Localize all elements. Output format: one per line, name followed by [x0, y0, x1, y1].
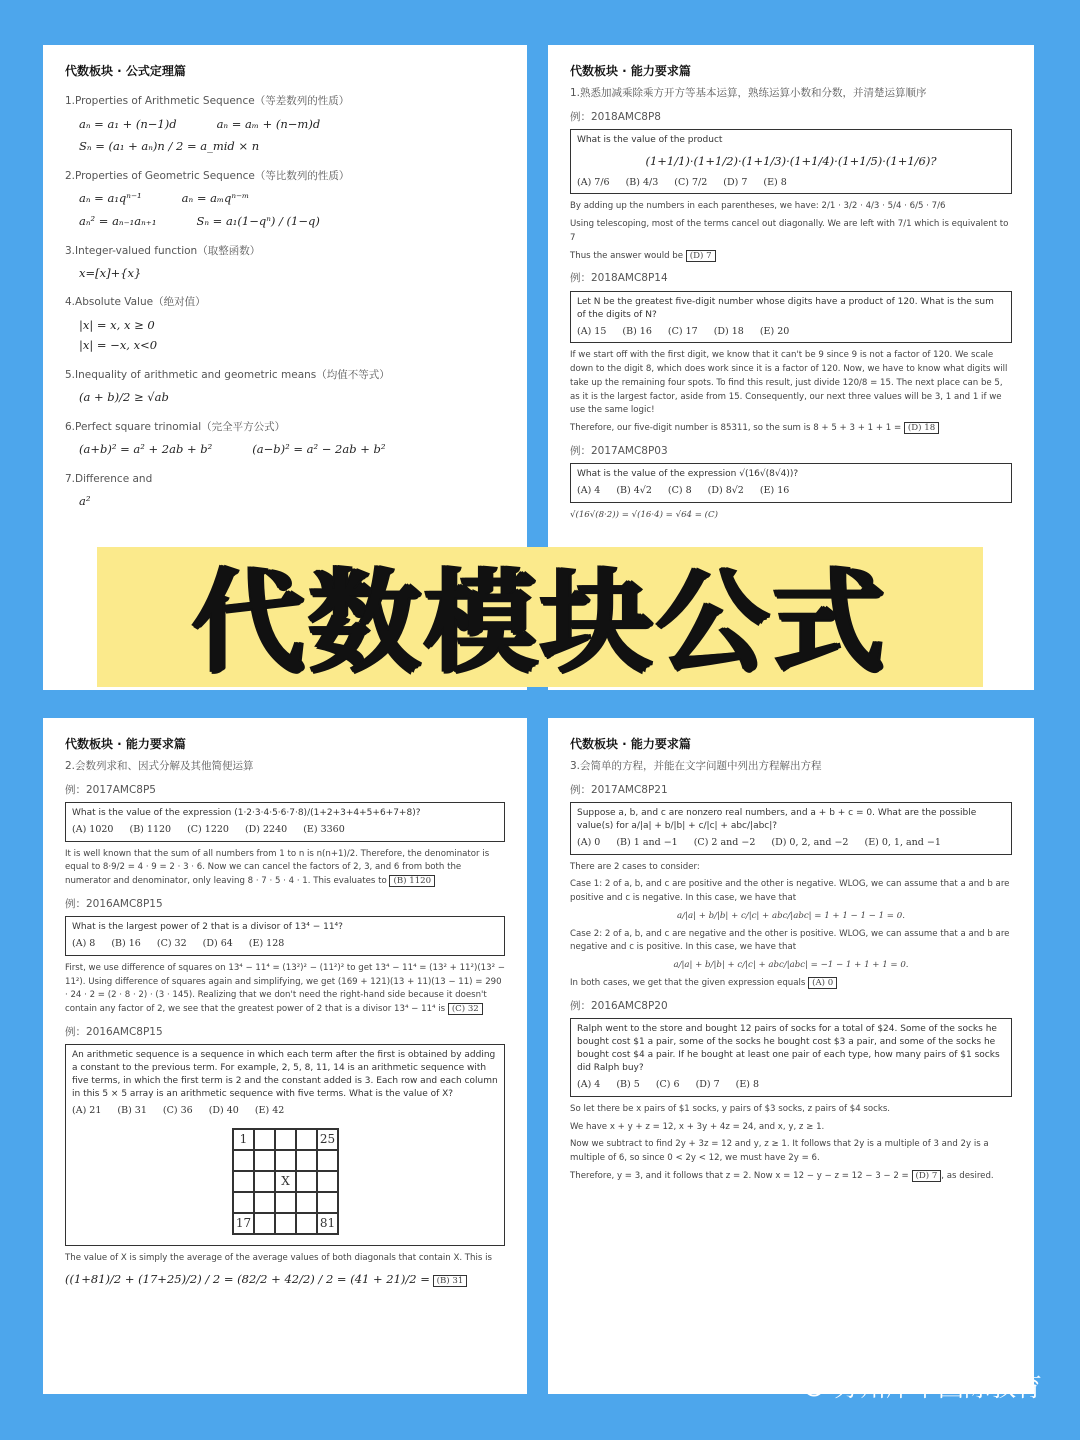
solution-text: So let there be x pairs of $1 socks, y pairs of $3 socks, z pairs of $4 socks.	[570, 1103, 891, 1114]
section-heading: 4.Absolute Value（绝对值）	[65, 296, 206, 309]
solution-text: , as desired.	[941, 1170, 994, 1181]
solution-text: In both cases, we get that the given expression equals	[570, 977, 806, 988]
choice: (E) 16	[759, 485, 790, 497]
grid-cell	[296, 1213, 317, 1234]
example-label: 例：2017AMC8P21	[570, 783, 668, 796]
example-label: 例：2016AMC8P20	[570, 999, 668, 1012]
answer-box: (D) 18	[904, 422, 939, 434]
example-label: 例：2017AMC8P5	[65, 783, 156, 796]
formula: Sₙ = a₁(1−qⁿ) / (1−q)	[196, 213, 320, 228]
grid-cell	[275, 1129, 296, 1150]
section-heading: 2.Properties of Geometric Sequence（等比数列的性质）	[65, 169, 350, 182]
formula: aₙ = aₘqⁿ⁻ᵐ	[181, 191, 250, 206]
problem-box	[570, 463, 1012, 503]
grid-cell: X	[275, 1171, 296, 1192]
solution-text: We have x + y + z = 12, x + 3y + 4z = 24, and x, y, z ≥ 1.	[570, 1121, 825, 1132]
grid-cell	[254, 1129, 275, 1150]
choice: (E) 20	[759, 325, 790, 337]
problem-box	[65, 1044, 505, 1246]
choice: (B) 31	[117, 1105, 147, 1117]
choice: (D) 18	[713, 325, 744, 337]
choice: (E) 3360	[303, 823, 345, 835]
example-label: 例：2018AMC8P8	[570, 110, 661, 123]
grid-cell	[233, 1171, 254, 1192]
choice: (D) 40	[208, 1105, 239, 1117]
choice: (C) 36	[162, 1105, 193, 1117]
grid-cell	[254, 1171, 275, 1192]
choice: (C) 8	[667, 485, 692, 497]
choice: (D) 2240	[244, 823, 288, 835]
choice: (A) 4	[577, 1079, 601, 1091]
choice: (A) 4	[577, 485, 601, 497]
answer-box: (B) 1120	[389, 875, 435, 887]
example-label: 例：2017AMC8P03	[570, 444, 668, 457]
problem-text: An arithmetic sequence is a sequence in which each term after the first is obtained by adding a constant to the previous term. For example, 2, 5, 8, 11, 14 is an arithmetic sequence with five terms, in which the first term is 2 and the constant added is 3. Each row and each column in this 5 × 5 array is an arithmetic sequence with five terms. What is the value of X?	[72, 1050, 498, 1100]
solution-text: The value of X is simply the average of the average values of both diagonals that contain X. This is	[65, 1253, 492, 1264]
solution-text: There are 2 cases to consider:	[570, 861, 700, 872]
formula: a²	[79, 493, 91, 508]
choice: (D) 7	[695, 1079, 720, 1091]
grid-cell: 25	[317, 1129, 338, 1150]
grid-cell: 1	[233, 1129, 254, 1150]
panel-subtitle: 1.熟悉加减乘除乘方开方等基本运算，熟练运算小数和分数，并清楚运算顺序	[570, 87, 927, 100]
panel-title: 代数板块 · 能力要求篇	[65, 737, 186, 751]
choice: (D) 8√2	[707, 485, 744, 497]
choice: (A) 0	[577, 836, 601, 848]
grid-cell	[317, 1150, 338, 1171]
choice: (A) 15	[577, 325, 607, 337]
panel-subtitle: 3.会简单的方程，并能在文字问题中列出方程解出方程	[570, 760, 822, 773]
problem-text: Suppose a, b, and c are nonzero real numbers, and a + b + c = 0. What are the possible value(s) for a/|a| + b/|b| + c/|c| + abc/|abc|?	[577, 807, 977, 831]
choice: (E) 8	[735, 1079, 760, 1091]
answer-box: (D) 7	[912, 1170, 942, 1182]
grid-cell	[233, 1192, 254, 1213]
grid-cell	[254, 1150, 275, 1171]
grid-cell	[254, 1213, 275, 1234]
panel-title: 代数板块 · 能力要求篇	[570, 64, 691, 78]
formula: |x| = x, x ≥ 0	[79, 317, 155, 332]
solution-text: √(16√(8·2)) = √(16·4) = √64 = (C)	[570, 509, 718, 520]
solution-text: By adding up the numbers in each parentheses, we have: 2/1 · 3/2 · 4/3 · 5/4 · 6/5 · 7/6	[570, 201, 946, 212]
choice: (B) 16	[622, 325, 652, 337]
example-label: 例：2018AMC8P14	[570, 272, 668, 285]
section-heading: 5.Inequality of arithmetic and geometric means（均值不等式）	[65, 368, 390, 381]
choice: (A) 21	[72, 1105, 102, 1117]
choice: (B) 5	[616, 1079, 640, 1091]
problem-text: Let N be the greatest five-digit number whose digits have a product of 120. What is the sum of the digits of N?	[577, 296, 994, 320]
solution-text: First, we use difference of squares on 13⁴ − 11⁴ = (13²)² − (11²)² to get 13⁴ − 11⁴ = (13² + 11²)(13² − 11²). Using difference of squares again and simplifying, we get (169 + 121)(13 + 11)(13 − 11) = 290 · 24 · 2 = (2 · 8 · 2) · (3 · 145). Realizing that we don't need the right-hand side because it doesn't contain any factor of 2, we see that the greatest power of 2 that is a divisor 13⁴ − 11⁴ is	[65, 962, 505, 1015]
formula: (a+b)² = a² + 2ab + b²	[79, 442, 213, 457]
solution-text: Therefore, y = 3, and it follows that z = 2. Now x = 12 − y − z = 12 − 3 − 2 =	[570, 1170, 909, 1181]
grid-cell	[275, 1150, 296, 1171]
watermark	[794, 1367, 1042, 1404]
section-heading: 7.Difference and	[65, 472, 153, 485]
problem-box	[65, 916, 505, 956]
choice: (E) 8	[763, 176, 787, 188]
panel-title: 代数板块 · 公式定理篇	[65, 64, 186, 78]
choice: (B) 4√2	[616, 485, 652, 497]
choice: (E) 0, 1, and −1	[864, 836, 941, 848]
problem-text: What is the value of the expression √(16√(8√4))?	[577, 469, 799, 480]
grid-cell: 17	[233, 1213, 254, 1234]
solution-equation: a/|a| + b/|b| + c/|c| + abc/|abc| = 1 + 1 − 1 − 1 = 0.	[677, 910, 905, 921]
problem-text: What is the largest power of 2 that is a divisor of 13⁴ − 11⁴?	[72, 922, 343, 933]
problem-text: What is the value of the expression (1·2·3·4·5·6·7·8)/(1+2+3+4+5+6+7+8)?	[72, 807, 421, 818]
problem-box	[570, 291, 1012, 344]
solution-equation: a/|a| + b/|b| + c/|c| + abc/|abc| = −1 − 1 + 1 + 1 = 0.	[673, 960, 909, 971]
grid-cell	[317, 1192, 338, 1213]
example-label: 例：2016AMC8P15	[65, 1025, 163, 1038]
choice: (C) 2 and −2	[693, 836, 756, 848]
choice: (E) 42	[254, 1105, 285, 1117]
choice: (E) 128	[248, 938, 285, 950]
panel-subtitle: 2.会数列求和、因式分解及其他简便运算	[65, 760, 254, 773]
ability-panel-2	[43, 718, 527, 1394]
problem-box	[570, 802, 1012, 855]
formula: |x| = −x, x<0	[79, 338, 158, 353]
formula: Sₙ = (a₁ + aₙ)n / 2 = a_mid × n	[79, 139, 260, 154]
solution-text: Therefore, our five-digit number is 85311, so the sum is 8 + 5 + 3 + 1 + 1 =	[570, 423, 902, 434]
choice: (C) 1220	[187, 823, 229, 835]
choice: (A) 1020	[72, 823, 114, 835]
choice: (B) 16	[111, 938, 141, 950]
formula: aₙ² = aₙ₋₁aₙ₊₁	[79, 213, 157, 228]
solution-text: Thus the answer would be	[570, 250, 684, 261]
answer-box: (C) 32	[448, 1003, 483, 1015]
choice: (C) 6	[655, 1079, 680, 1091]
grid-cell	[275, 1213, 296, 1234]
choice: (A) 8	[72, 938, 96, 950]
problem-expression: (1+1/1)·(1+1/2)·(1+1/3)·(1+1/4)·(1+1/5)·(1+1/6)?	[645, 153, 937, 168]
grid-cell	[296, 1129, 317, 1150]
grid-cell	[296, 1192, 317, 1213]
grid-cell	[275, 1192, 296, 1213]
choice: (B) 1 and −1	[616, 836, 678, 848]
choice: (B) 4/3	[625, 176, 659, 188]
formula: x=[x]+{x}	[79, 265, 142, 280]
grid-cell	[296, 1171, 317, 1192]
panel-title: 代数板块 · 能力要求篇	[570, 737, 691, 751]
grid-cell: 81	[317, 1213, 338, 1234]
answer-box: (D) 7	[686, 250, 716, 262]
formula: (a + b)/2 ≥ √ab	[79, 390, 169, 405]
grid-cell	[233, 1150, 254, 1171]
grid-cell	[317, 1171, 338, 1192]
solution-text: Now we subtract to find 2y + 3z = 12 and y, z ≥ 1. It follows that 2y is a multiple of 3 and 2y is a multiple of 6, so since 0 < 2y < 12, we must have 2y = 6.	[570, 1139, 989, 1164]
problem-box	[570, 1018, 1012, 1097]
choice: (C) 7/2	[674, 176, 708, 188]
choice: (C) 32	[156, 938, 187, 950]
answer-box: (B) 31	[433, 1275, 468, 1287]
problem-text: What is the value of the product	[577, 134, 723, 145]
choice: (A) 7/6	[577, 176, 610, 188]
problem-box	[65, 802, 505, 842]
solution-text: Case 1: 2 of a, b, and c are positive and the other is negative. WLOG, we can assume that a and b are positive and c is negative. In this case, we have that	[570, 879, 1010, 904]
solution-text: Case 2: 2 of a, b, and c are negative and the other is positive. WLOG, we can assume that a and b are negative and c is positive. In this case, we have that	[570, 928, 1010, 953]
section-heading: 3.Integer-valued function（取整函数）	[65, 244, 261, 257]
section-heading: 1.Properties of Arithmetic Sequence（等差数列的性质）	[65, 95, 350, 108]
solution-text: If we start off with the first digit, we know that it can't be 9 since 9 is not a factor of 120. We scale down to the digit 8, which does work since it is a factor of 120. Now, we have to know what digits will take up the remaining four spots. To find this result, just divide 120/8 = 15. The next place can be 5, as it is the largest factor, aside from 15. Consequently, our next three values will be 3, 1 and 1 if we use the same logic!	[570, 350, 1008, 416]
section-heading: 6.Perfect square trinomial（完全平方公式）	[65, 420, 286, 433]
formula: (a−b)² = a² − 2ab + b²	[252, 442, 386, 457]
formula: aₙ = a₁ + (n−1)d	[79, 116, 177, 131]
grid-cell	[254, 1192, 275, 1213]
problem-text: Ralph went to the store and bought 12 pairs of socks for a total of $24. Some of the socks he bought cost $1 a pair, some of the socks he bought cost $3 a pair, and some of the socks he bought cost $4 a pair. If he bought at least one pair of each type, how many pairs of $1 socks did Ralph buy?	[577, 1023, 1000, 1074]
choice: (C) 17	[667, 325, 698, 337]
formula: aₙ = a₁qⁿ⁻¹	[79, 191, 142, 206]
watermark-text: 苏州犀牛国际教育	[833, 1373, 1042, 1403]
grid-cell	[296, 1150, 317, 1171]
choice: (D) 64	[202, 938, 233, 950]
example-label: 例：2016AMC8P15	[65, 897, 163, 910]
ability-panel-3	[548, 718, 1034, 1394]
formula: aₙ = aₘ + (n−m)d	[216, 116, 321, 131]
problem-box	[570, 129, 1012, 194]
answer-box: (A) 0	[808, 977, 837, 989]
choice: (D) 7	[723, 176, 748, 188]
banner-title: 代数模块公式	[192, 557, 888, 688]
solution-text: Using telescoping, most of the terms cancel out diagonally. We are left with 7/1 which is equivalent to 7	[570, 219, 1009, 243]
choice: (D) 0, 2, and −2	[771, 836, 849, 848]
number-grid	[232, 1128, 339, 1235]
solution-text: ((1+81)/2 + (17+25)/2) / 2 = (82/2 + 42/2) / 2 = (41 + 21)/2 =	[65, 1271, 430, 1286]
solution-text: It is well known that the sum of all numbers from 1 to n is n(n+1)/2. Therefore, the denominator is equal to 8·9/2 = 4 · 9 = 2 · 3 · 6. Now we can cancel the factors of 2, 3, and 6 from both the numerator and denominator, only leaving 8 · 7 · 5 · 4 · 1. This evaluates to	[65, 848, 490, 887]
wechat-icon	[794, 1373, 824, 1399]
choice: (B) 1120	[129, 823, 172, 835]
